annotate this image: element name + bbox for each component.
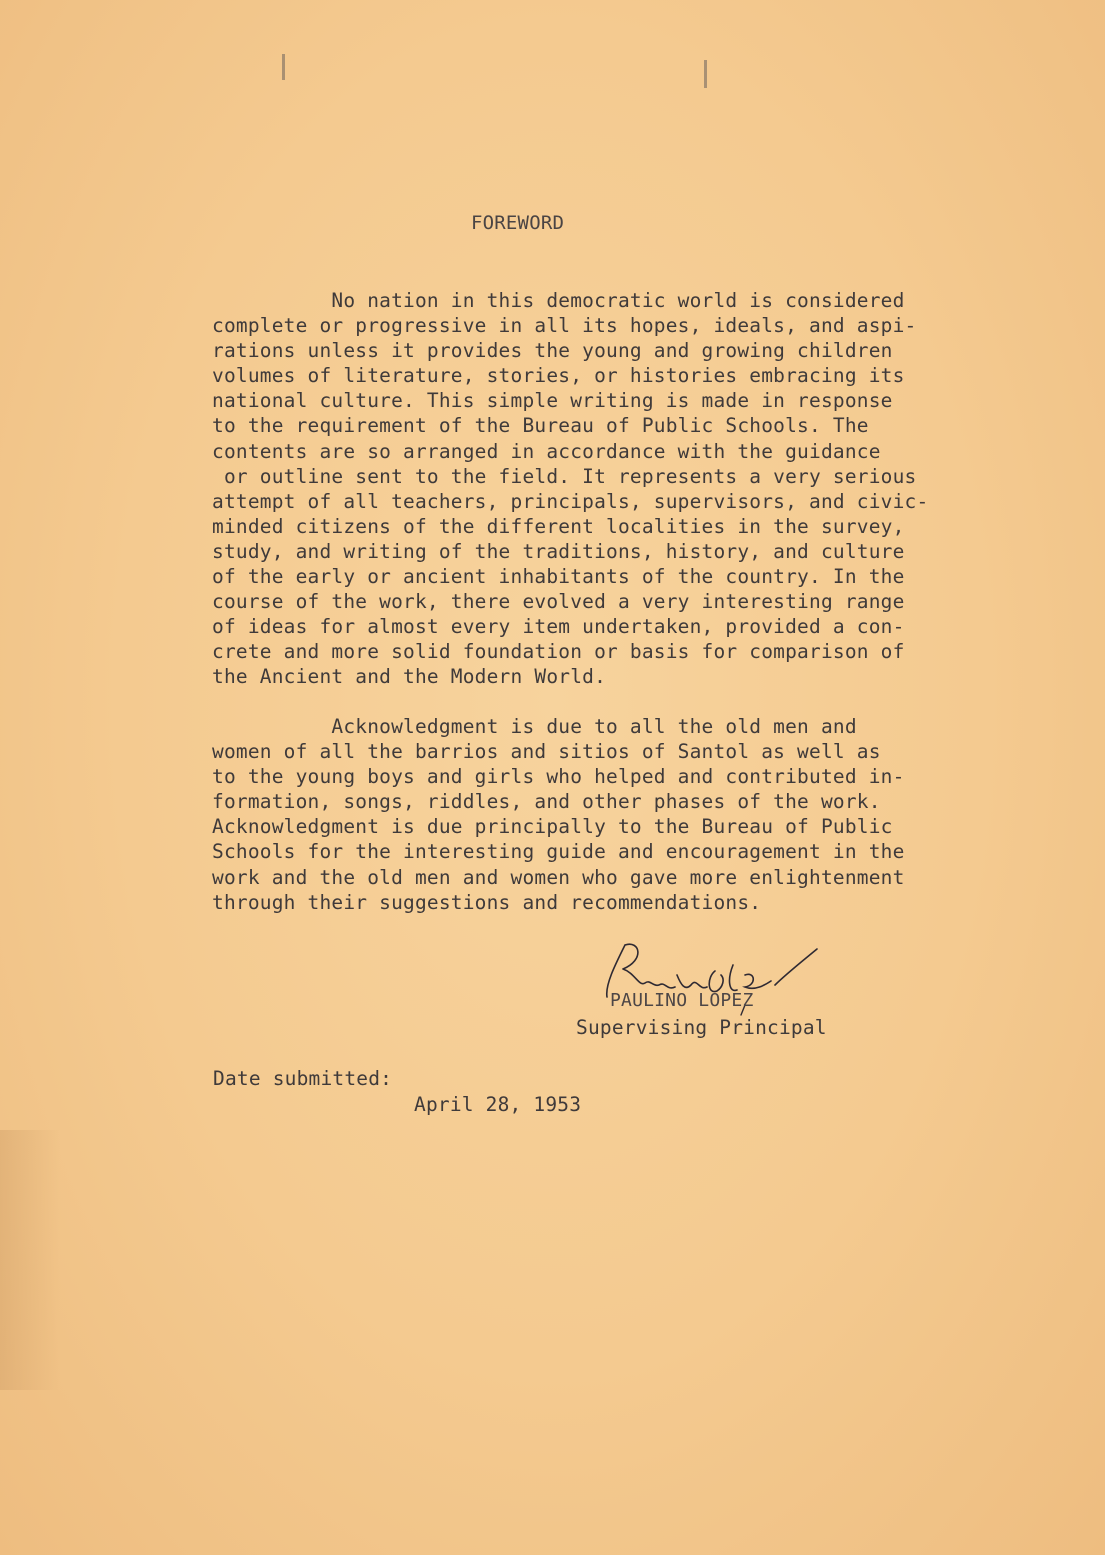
signatory-title: Supervising Principal <box>576 1016 827 1039</box>
acknowledgment-paragraph <box>212 714 905 915</box>
handwritten-signature <box>595 935 825 1025</box>
text-line: or outline sent to the field. It represents a very serious <box>212 464 917 488</box>
text-line: the Ancient and the Modern World. <box>212 665 607 689</box>
page-shadow <box>0 1130 60 1390</box>
date-submitted-value: April 28, 1953 <box>414 1093 582 1116</box>
signatory-name: PAULINO LOPEZ <box>610 990 754 1011</box>
foreword-paragraph-1 <box>212 288 928 690</box>
text-line: through their suggestions and recommendations. <box>212 890 762 914</box>
text-line: formation, songs, riddles, and other phases of the work. <box>212 790 881 814</box>
text-line: Acknowledgment is due to all the old men and <box>212 715 857 738</box>
text-line: minded citizens of the different localities in the survey, <box>212 514 905 538</box>
text-line: crete and more solid foundation or basis for comparison of <box>212 640 905 664</box>
text-line: work and the old men and women who gave more enlightenment <box>212 865 905 889</box>
text-line: study, and writing of the traditions, history, and culture <box>212 539 905 563</box>
text-line: Schools for the interesting guide and encouragement in the <box>212 840 905 864</box>
binding-mark <box>704 60 707 88</box>
text-line: volumes of literature, stories, or histories embracing its <box>212 364 905 388</box>
text-line: women of all the barrios and sitios of Santol as well as <box>212 740 881 764</box>
text-line: national culture. This simple writing is made in response <box>212 389 893 413</box>
text-line: attempt of all teachers, principals, supervisors, and civic- <box>212 489 929 513</box>
text-line: to the young boys and girls who helped and contributed in- <box>212 765 905 789</box>
text-line: course of the work, there evolved a very interesting range <box>212 590 905 614</box>
document-title: FOREWORD <box>471 212 565 234</box>
text-line: No nation in this democratic world is considered <box>212 289 905 312</box>
date-submitted-label: Date submitted: <box>213 1067 393 1090</box>
text-line: of ideas for almost every item undertaken, provided a con- <box>212 615 905 639</box>
text-line: to the requirement of the Bureau of Public Schools. The <box>212 414 869 438</box>
text-line: contents are so arranged in accordance with the guidance <box>212 439 881 463</box>
text-line: Acknowledgment is due principally to the Bureau of Public <box>212 815 893 839</box>
text-line: complete or progressive in all its hopes, ideals, and aspi- <box>212 314 917 338</box>
text-line: of the early or ancient inhabitants of the country. In the <box>212 565 905 589</box>
binding-mark <box>282 54 285 80</box>
text-line: rations unless it provides the young and growing children <box>212 339 893 363</box>
